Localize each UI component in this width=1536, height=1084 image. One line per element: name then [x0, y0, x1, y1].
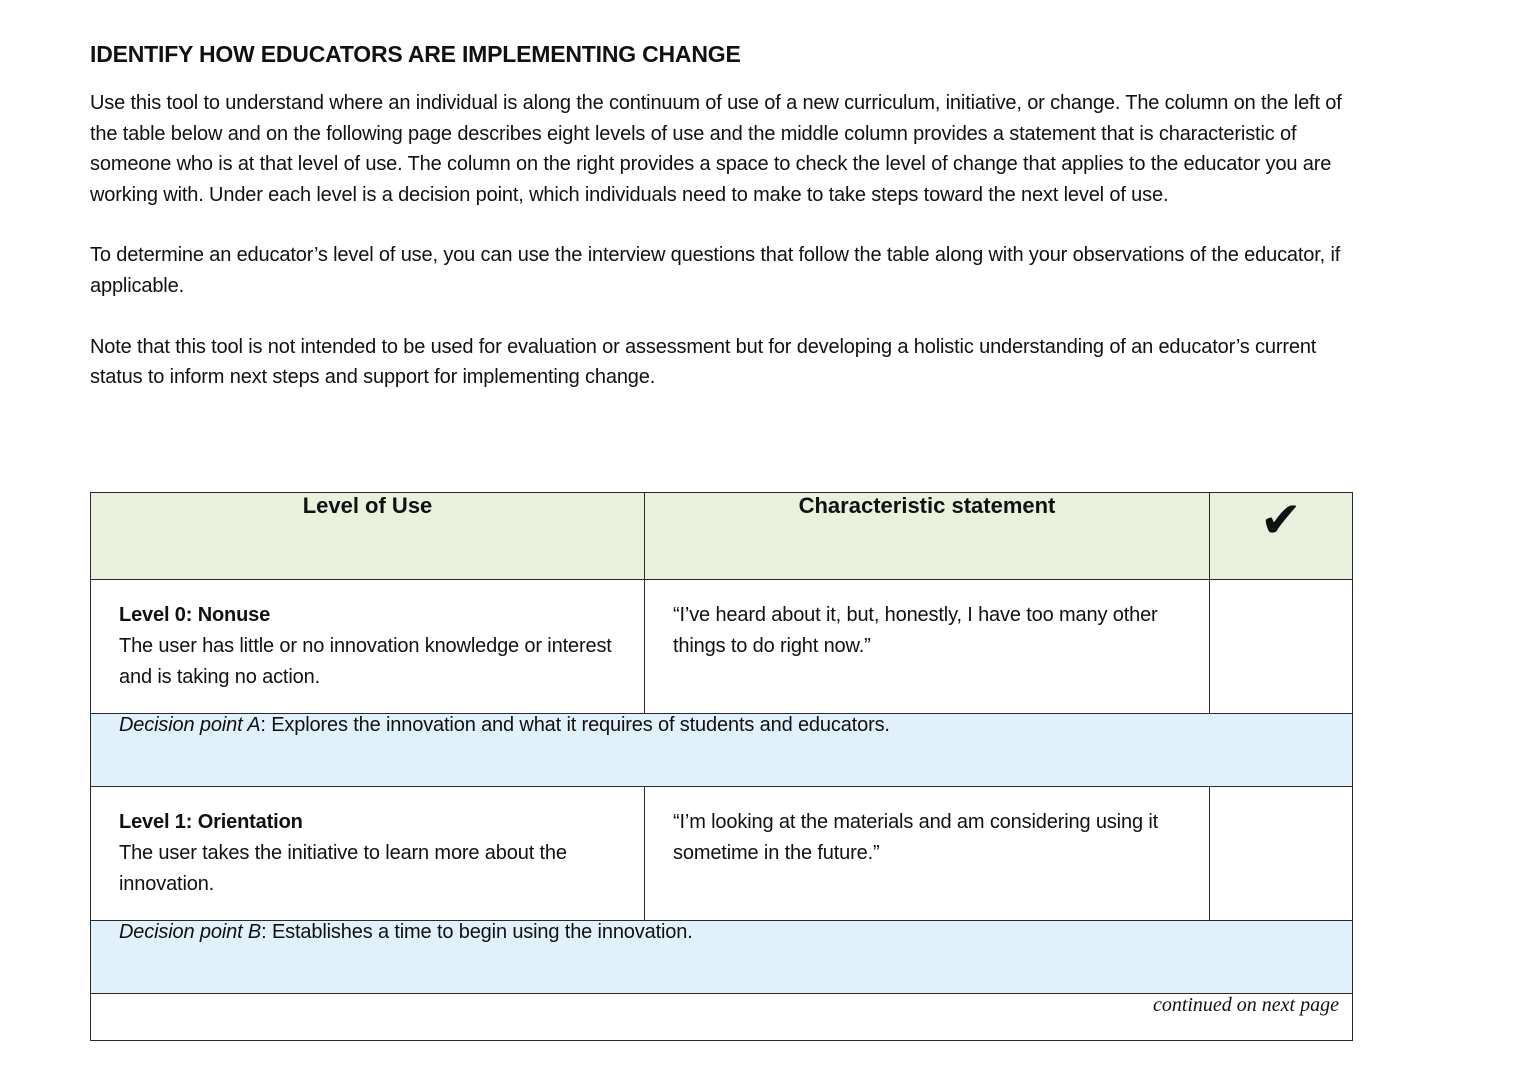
note-paragraph: Note that this tool is not intended to be used for evaluation or assessment but for developing a holistic understanding of an educator’s current status to inform next steps and support for implementing change.	[90, 335, 1317, 389]
decision-text: : Establishes a time to begin using the innovation.	[261, 921, 693, 943]
levels-of-use-table	[90, 492, 1353, 1041]
level-cell	[91, 787, 645, 921]
decision-row-a	[91, 714, 1353, 787]
header-level-of-use: Level of Use	[91, 493, 645, 580]
intro-paragraph: Use this tool to understand where an individual is along the continuum of use of a new curriculum, initiative, or change. The column on the left of the table below and on the following page describes eight levels of use and the middle column provides a statement that is characteristic of someone who is at that level of use. The column on the right provides a space to check the level of change that applies to the educator you are working with. Under each level is a decision point, which individuals need to make to take steps toward the next level of use.	[90, 92, 1342, 206]
decision-cell	[91, 921, 1353, 994]
table-row-level-1	[91, 787, 1353, 921]
level-name: Level 1: Orientation	[119, 811, 303, 833]
determine-paragraph: To determine an educator’s level of use, you can use the interview questions that follow the table along with your observations of the educator, if applicable.	[90, 244, 1341, 297]
page-title: IDENTIFY HOW EDUCATORS ARE IMPLEMENTING CHANGE	[90, 41, 741, 67]
characteristic-statement: “I’m looking at the materials and am considering using it sometime in the future.”	[673, 811, 1159, 864]
decision-label: Decision point A	[119, 714, 261, 736]
continued-row	[91, 994, 1353, 1041]
level-cell	[91, 580, 645, 714]
characteristic-statement: “I’ve heard about it, but, honestly, I have too many other things to do right now.”	[673, 604, 1158, 657]
statement-cell	[645, 787, 1210, 921]
statement-cell	[645, 580, 1210, 714]
level-name: Level 0: Nonuse	[119, 604, 271, 626]
decision-label: Decision point B	[119, 921, 262, 943]
decision-row-b	[91, 921, 1353, 994]
header-check	[1210, 493, 1353, 580]
decision-cell	[91, 714, 1353, 787]
continued-cell	[91, 994, 1353, 1041]
level-description: The user takes the initiative to learn more about the innovation.	[119, 842, 567, 895]
decision-text: : Explores the innovation and what it requires of students and educators.	[260, 714, 890, 736]
continued-note: continued on next page	[1152, 994, 1339, 1016]
header-characteristic-statement: Characteristic statement	[645, 493, 1210, 580]
check-cell-level-0[interactable]	[1210, 580, 1353, 714]
table-header-row	[91, 493, 1353, 580]
page-content	[90, 38, 1352, 393]
level-description: The user has little or no innovation knowledge or interest and is taking no action.	[119, 635, 612, 688]
table-row-level-0	[91, 580, 1353, 714]
check-cell-level-1[interactable]	[1210, 787, 1353, 921]
checkmark-icon: ✔	[1260, 491, 1302, 549]
